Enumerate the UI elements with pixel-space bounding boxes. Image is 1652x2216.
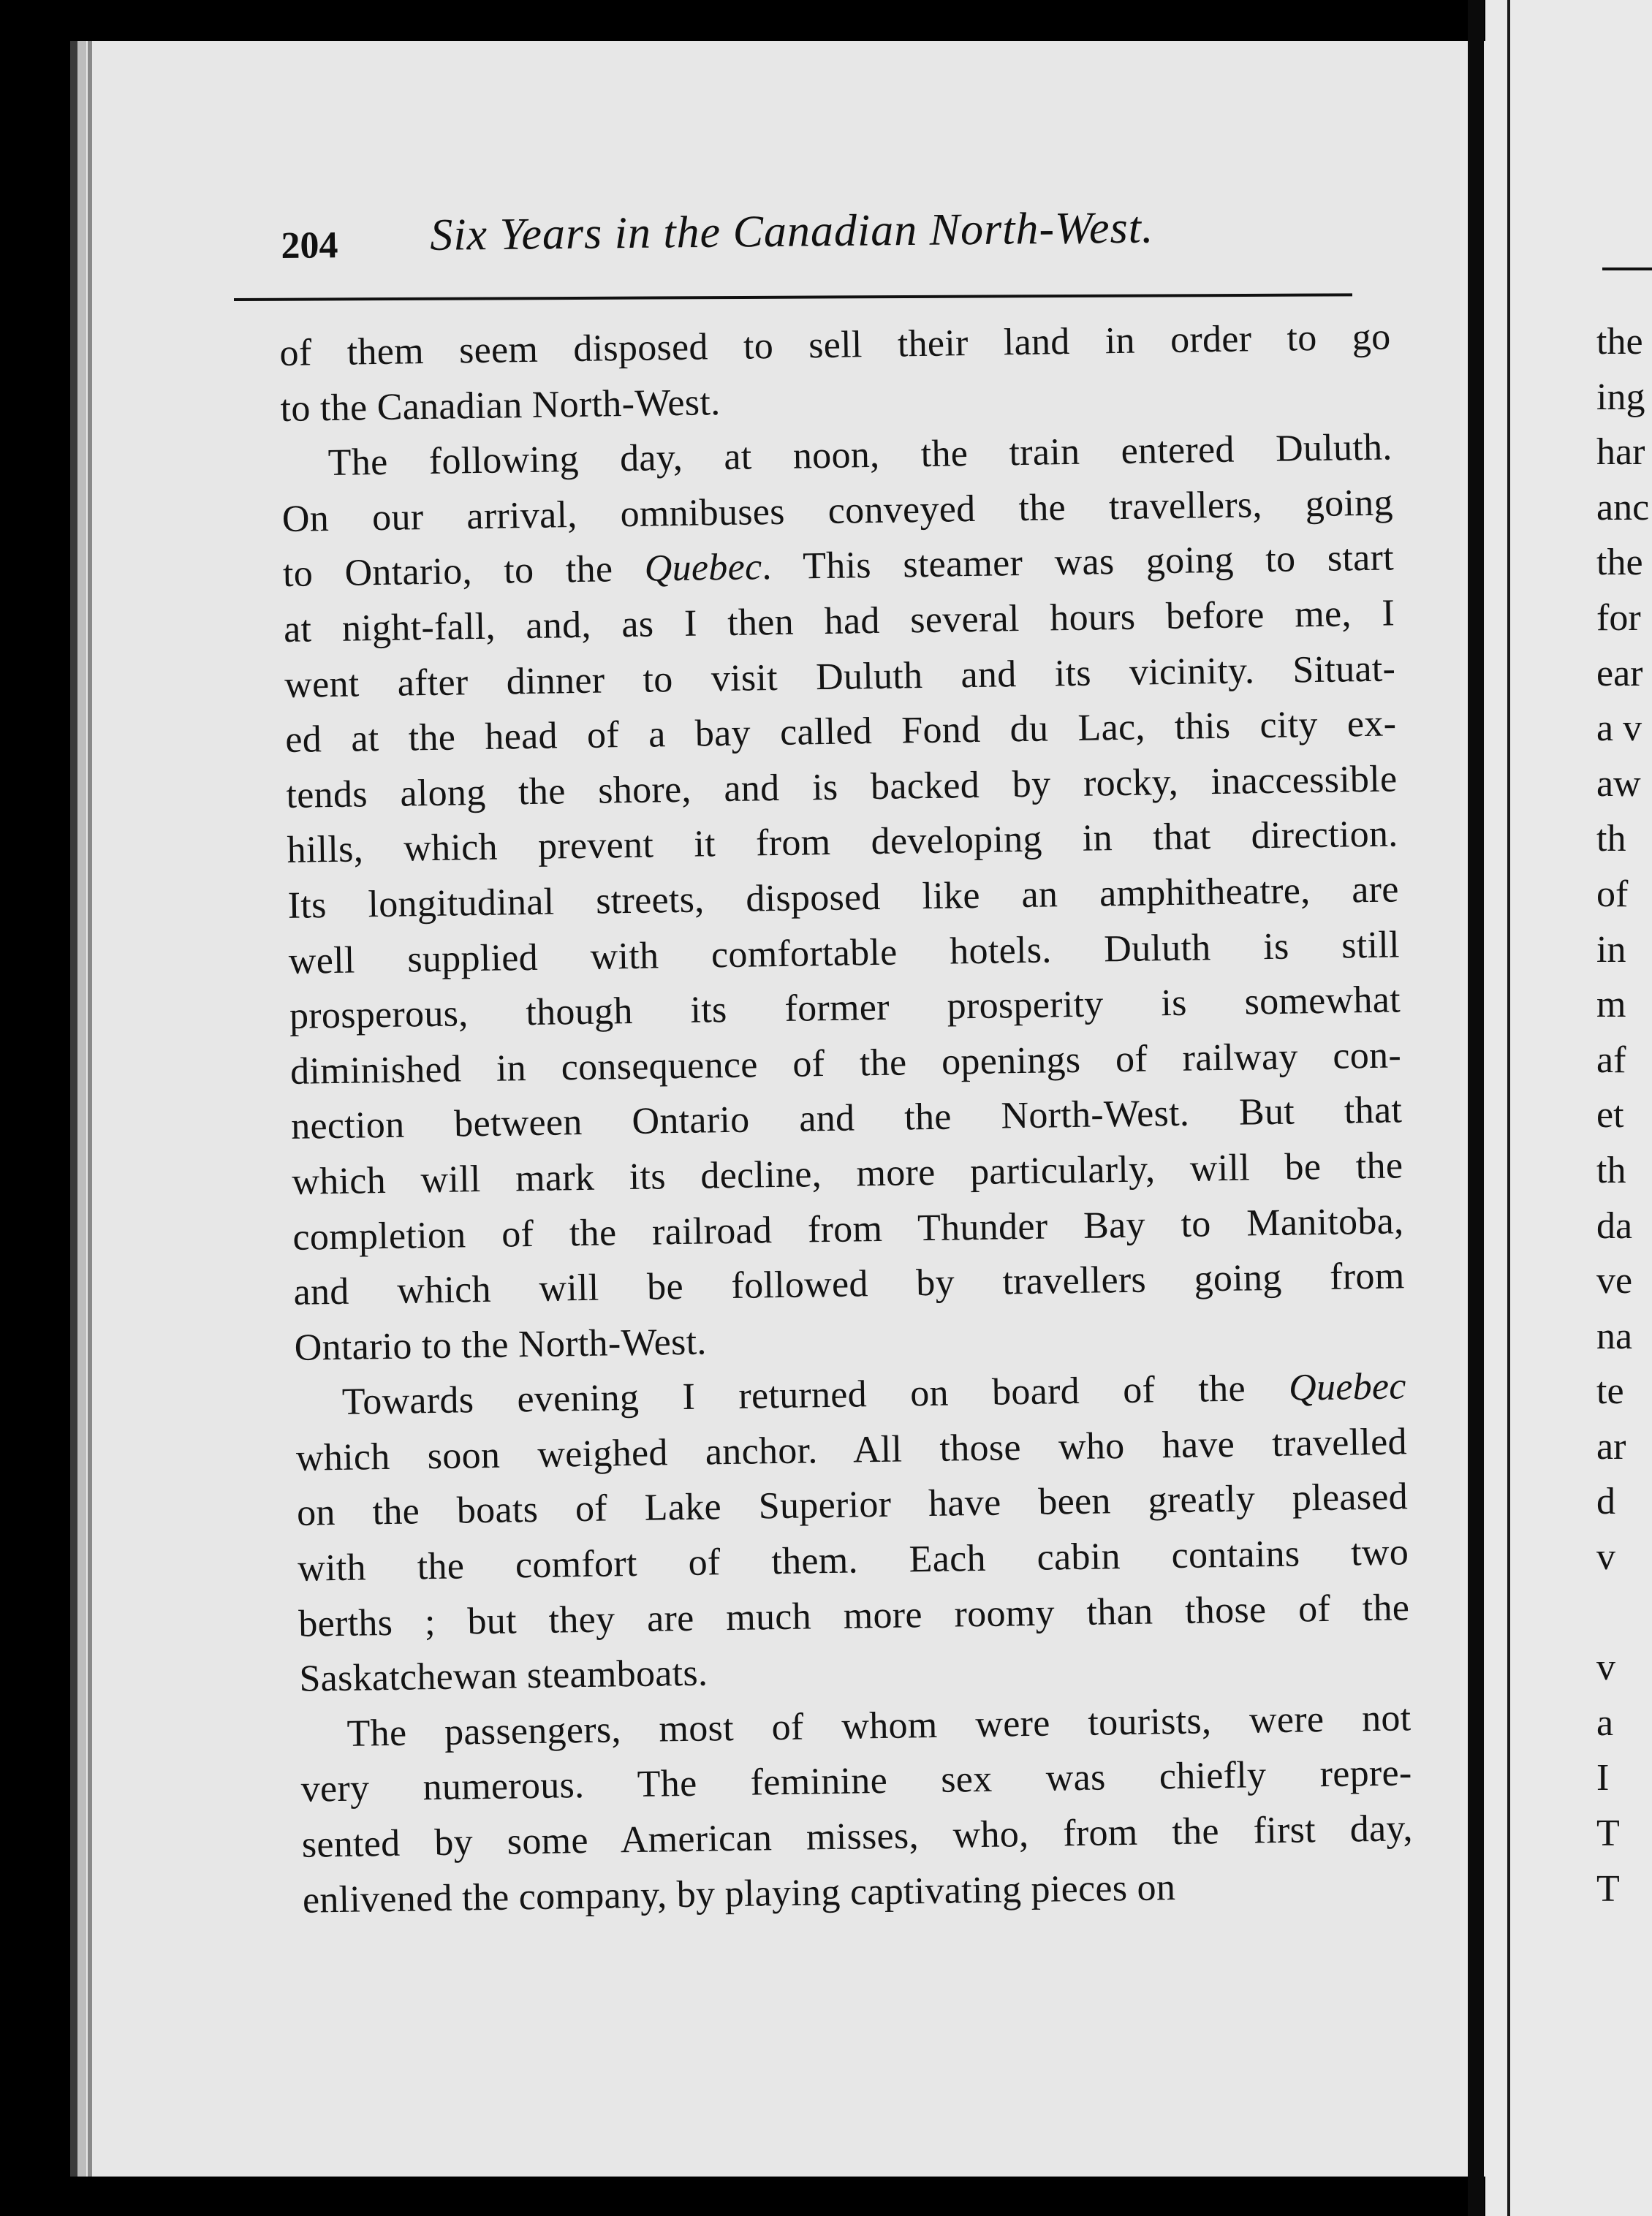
text-line: enlivened the company, by playing captivating pieces on (302, 1866, 1176, 1921)
right-page-line-fragment: af (1596, 1039, 1626, 1081)
right-page-line-fragment: ar (1596, 1425, 1626, 1468)
right-page-line-fragment: ear (1596, 652, 1643, 694)
text-line: sented by some American misses, who, from the first day, (301, 1807, 1414, 1866)
running-head (211, 200, 1352, 278)
text-line: well supplied with comfortable hotels. Duluth is still (288, 923, 1401, 982)
right-page-line-fragment: I (1596, 1757, 1610, 1799)
paragraph (279, 309, 1392, 436)
text-line: The following day, at noon, the train entered Duluth. (327, 426, 1393, 485)
right-page-line-fragment: T (1596, 1813, 1620, 1855)
text-line: very numerous. The feminine sex was chiefly repre- (300, 1752, 1412, 1811)
text-line: which soon weighed anchor. All those who have travelled (295, 1421, 1408, 1479)
text-line: of them seem disposed to sell their land in order to go (279, 316, 1391, 374)
right-page-line-fragment: v (1596, 1536, 1615, 1579)
page-number: 204 (281, 224, 338, 267)
body-text (279, 309, 1414, 1928)
text-line: The passengers, most of whom were tourists, were not (346, 1697, 1412, 1755)
text-line: on the boats of Lake Superior have been greatly pleased (296, 1476, 1409, 1535)
right-page-line-fragment: te (1596, 1370, 1624, 1413)
text-line: completion of the railroad from Thunder Bay to Manitoba, (292, 1199, 1404, 1259)
text-line: On our arrival, omnibuses conveyed the travellers, going (281, 482, 1394, 540)
right-page-line-fragment: na (1596, 1315, 1633, 1357)
right-page-line-fragment: of (1596, 873, 1629, 915)
text-line: Its longitudinal streets, disposed like an amphitheatre, are (287, 868, 1400, 927)
right-page-line-fragment (1596, 1585, 1652, 1641)
running-title: Six Years in the Canadian North-West. (429, 202, 1154, 260)
right-page-line-fragment: in (1596, 928, 1626, 971)
right-page-line-fragment: ing (1596, 376, 1645, 418)
italic-ship-name: Quebec (644, 546, 762, 590)
right-page-line-fragment: da (1596, 1204, 1633, 1247)
book-gutter (1468, 0, 1484, 2216)
text-line: and which will be followed by travellers going from (293, 1255, 1405, 1313)
right-page-line-fragment: a (1596, 1701, 1614, 1744)
text-line: nection between Ontario and the North-West. But that (290, 1089, 1403, 1148)
right-page-line-fragment: a v (1596, 707, 1642, 750)
right-page-line-fragment: th (1596, 818, 1626, 860)
right-page-line-fragment: for (1596, 596, 1641, 639)
paragraph (295, 1359, 1411, 1707)
page-edge (1507, 0, 1510, 2216)
text-line: ed at the head of a bay called Fond du Lac, this city ex- (284, 702, 1397, 762)
text-line: went after dinner to visit Duluth and its vicinity. Situat- (284, 647, 1396, 706)
right-page-line-fragment: the (1596, 321, 1643, 363)
text-line: at night-fall, and, as I then had several hours before me, I (283, 592, 1395, 650)
right-page-header-rule (1602, 267, 1652, 270)
right-page-line-fragment: ve (1596, 1260, 1633, 1302)
paragraph (281, 420, 1406, 1376)
text-line: prosperous, though its former prosperity is somewhat (289, 979, 1401, 1038)
text-line: to the Canadian North-West. (280, 381, 721, 430)
text-line: Ontario to the North-West. (294, 1321, 708, 1369)
text-line: Towards evening I returned on board of the Quebec (341, 1365, 1407, 1424)
text-line: hills, which prevent it from developing in that direction. (287, 813, 1398, 872)
text-line: Saskatchewan steamboats. (299, 1652, 708, 1701)
paragraph (300, 1691, 1414, 1928)
right-page-text (1596, 314, 1652, 1916)
right-page-line-fragment: har (1596, 431, 1645, 474)
text-line: diminished in consequence of the openings of railway con- (289, 1034, 1402, 1093)
text-line: which will mark its decline, more particularly, will be the (291, 1145, 1403, 1203)
right-page-line-fragment: d (1596, 1481, 1615, 1523)
right-page-line-fragment: v (1596, 1647, 1615, 1689)
right-page-line-fragment: m (1596, 984, 1626, 1026)
text-line: tends along the shore, and is backed by rocky, inaccessible (286, 758, 1398, 816)
right-page-line-fragment: th (1596, 1149, 1626, 1191)
right-page-line-fragment: the (1596, 542, 1643, 584)
right-page-line-fragment: et (1596, 1094, 1624, 1137)
italic-ship-name: Quebec (1288, 1365, 1407, 1409)
right-page-line-fragment: aw (1596, 762, 1641, 805)
right-page-line-fragment: anc (1596, 486, 1650, 528)
right-page-line-fragment: T (1596, 1867, 1620, 1910)
text-line: to Ontario, to the Quebec. This steamer was going to start (282, 536, 1395, 596)
text-line: berths ; but they are much more roomy than those of the (298, 1586, 1410, 1645)
text-line: with the comfort of them. Each cabin contains two (297, 1531, 1409, 1590)
